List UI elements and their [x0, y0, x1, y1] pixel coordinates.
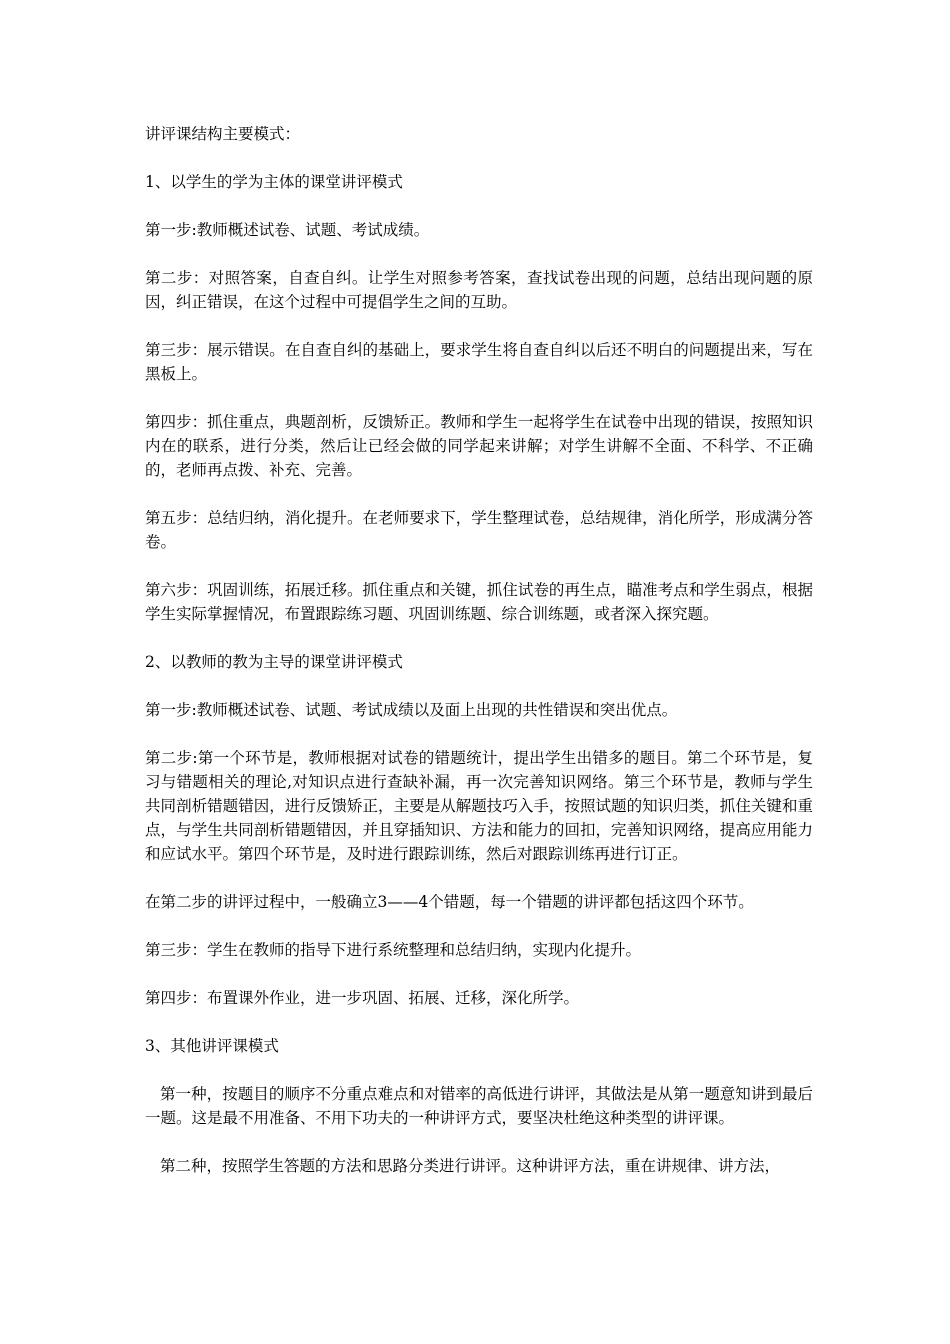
paragraph-3: 第三步：展示错误。在自查自纠的基础上，要求学生将自查自纠以后还不明白的问题提出来，写在黑板上。 [145, 341, 813, 383]
paragraph-15: 第二种，按照学生答题的方法和思路分类进行讲评。这种讲评方法，重在讲规律、讲方法， [160, 1157, 781, 1175]
paragraph-13: 3、其他讲评课模式 [145, 1037, 279, 1055]
paragraph-12: 第四步：布置课外作业，进一步巩固、拓展、迁移，深化所学。 [145, 989, 580, 1007]
paragraph-0: 1、以学生的学为主体的课堂讲评模式 [145, 173, 403, 191]
paragraph-9: 第二步:第一个环节是，教师根据对试卷的错题统计，提出学生出错多的题目。第二个环节是，复习与错题相关的理论,对知识点进行查缺补漏，再一次完善知识网络。第三个环节是，教师与学生共同剖析错题错因，进行反馈矫正，主要是从解题技巧入手，按照试题的知识归类，抓住关键和重点，与学生共同剖析错题错因，并且穿插知识、方法和能力的回扣，完善知识网络，提高应用能力和应试水平。第四个环节是，及时进行跟踪训练，然后对跟踪训练再进行订正。 [145, 749, 813, 863]
paragraph-7: 2、以教师的教为主导的课堂讲评模式 [145, 653, 403, 671]
paragraph-1: 第一步:教师概述试卷、试题、考试成绩。 [145, 221, 430, 239]
paragraph-5: 第五步：总结归纳，消化提升。在老师要求下，学生整理试卷，总结规律，消化所学，形成满分答卷。 [145, 509, 813, 551]
document-body [145, 122, 813, 1202]
paragraph-6: 第六步：巩固训练，拓展迁移。抓住重点和关键，抓住试卷的再生点，瞄准考点和学生弱点，根据学生实际掌握情况，布置跟踪练习题、巩固训练题、综合训练题，或者深入探究题。 [145, 581, 813, 623]
paragraph-8: 第一步:教师概述试卷、试题、考试成绩以及面上出现的共性错误和突出优点。 [145, 701, 678, 719]
document-title: 讲评课结构主要模式： [145, 125, 301, 143]
paragraph-14: 第一种，按题目的顺序不分重点难点和对错率的高低进行讲评，其做法是从第一题意知讲到最后一题。这是最不用准备、不用下功夫的一种讲评方式，要坚决杜绝这种类型的讲评课。 [145, 1085, 813, 1127]
paragraph-2: 第二步：对照答案，自查自纠。让学生对照参考答案，查找试卷出现的问题，总结出现问题的原因，纠正错误，在这个过程中可提倡学生之间的互助。 [145, 269, 813, 311]
paragraph-10: 在第二步的讲评过程中，一般确立3——4个错题，每一个错题的讲评都包括这四个环节。 [145, 893, 754, 911]
paragraph-11: 第三步：学生在教师的指导下进行系统整理和总结归纳，实现内化提升。 [145, 941, 642, 959]
paragraph-4: 第四步：抓住重点，典题剖析，反馈矫正。教师和学生一起将学生在试卷中出现的错误，按照知识内在的联系，进行分类，然后让已经会做的同学起来讲解；对学生讲解不全面、不科学、不正确的，老师再点拨、补充、完善。 [145, 413, 813, 479]
